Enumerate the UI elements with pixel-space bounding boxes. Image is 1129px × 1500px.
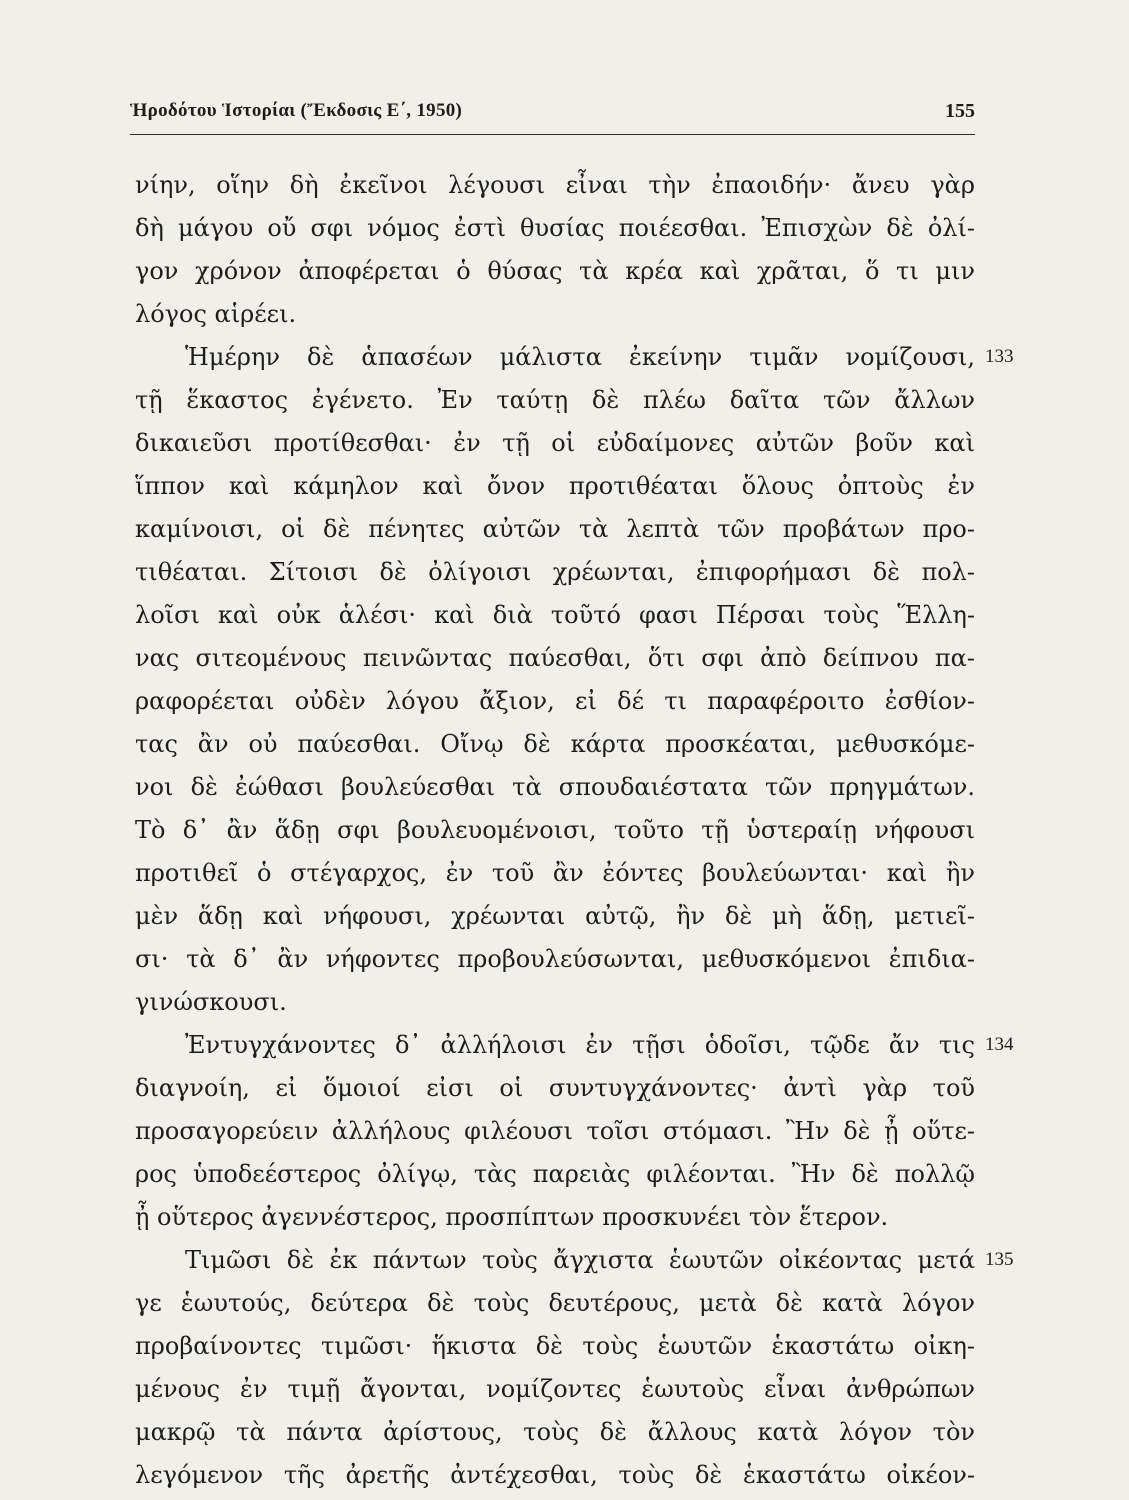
text-line: Ἐντυγχάνοντες δ᾽ ἀλλήλοισι ἐν τῇσι ὁδοῖσι, τῷδε ἄν τις: [185, 1031, 975, 1059]
text-line: γον χρόνον ἀποφέρεται ὁ θύσας τὰ κρέα καὶ χρᾶται, ὅ τι μιν: [135, 257, 975, 285]
text-line: λεγόμενον τῆς ἀρετῆς ἀντέχεσθαι, τοὺς δὲ ἑκαστάτω οἰκέον-: [135, 1461, 975, 1489]
text-line: σι· τὰ δ᾽ ἂν νήφοντες προβουλεύσωνται, μεθυσκόμενοι ἐπιδια-: [135, 945, 975, 973]
text-line: Τιμῶσι δὲ ἐκ πάντων τοὺς ἄγχιστα ἑωυτῶν οἰκέοντας μετά: [185, 1246, 975, 1274]
text-line: ἵππον καὶ κάμηλον καὶ ὄνον προτιθέαται ὅλους ὀπτοὺς ἐν: [135, 472, 975, 500]
text-line: μὲν ἅδῃ καὶ νήφουσι, χρέωνται αὐτῷ, ἢν δὲ μὴ ἅδῃ, μετιεῖ-: [135, 902, 975, 930]
text-line: καμίνοισι, οἱ δὲ πένητες αὐτῶν τὰ λεπτὰ τῶν προβάτων προ-: [135, 515, 975, 543]
section-number: 133: [985, 346, 1014, 367]
text-line: λόγος αἱρέει.: [135, 300, 297, 328]
section-number: 135: [985, 1249, 1014, 1270]
text-line: λοῖσι καὶ οὐκ ἁλέσι· καὶ διὰ τοῦτό φασι Πέρσαι τοὺς Ἕλλη-: [135, 601, 975, 629]
text-line: μένους ἐν τιμῇ ἄγονται, νομίζοντες ἑωυτοὺς εἶναι ἀνθρώπων: [135, 1375, 975, 1403]
text-line: ραφορέεται οὐδὲν λόγου ἄξιον, εἰ δέ τι παραφέροιτο ἐσθίον-: [135, 687, 975, 715]
text-line: δὴ μάγου οὔ σφι νόμος ἐστὶ θυσίας ποιέεσθαι. Ἐπισχὼν δὲ ὀλί-: [135, 214, 975, 242]
text-line: γινώσκουσι.: [135, 988, 287, 1016]
text-line: ᾖ οὕτερος ἀγεννέστερος, προσπίπτων προσκυνέει τὸν ἕτερον.: [135, 1203, 889, 1231]
text-line: Τὸ δ᾽ ἂν ἅδῃ σφι βουλευομένοισι, τοῦτο τῇ ὑστεραίῃ νήφουσι: [135, 816, 975, 844]
text-line: δικαιεῦσι προτίθεσθαι· ἐν τῇ οἱ εὐδαίμονες αὐτῶν βοῦν καὶ: [135, 429, 975, 457]
text-line: προτιθεῖ ὁ στέγαρχος, ἐν τοῦ ἂν ἐόντες βουλεύωνται· καὶ ἢν: [135, 859, 975, 887]
section-number: 134: [985, 1034, 1014, 1055]
text-line: νοι δὲ ἐώθασι βουλεύεσθαι τὰ σπουδαιέστατα τῶν πρηγμάτων.: [135, 773, 975, 801]
text-line: ρος ὑποδεέστερος ὀλίγῳ, τὰς παρειὰς φιλέονται. Ἢν δὲ πολλῷ: [135, 1160, 975, 1188]
text-line: προβαίνοντες τιμῶσι· ἥκιστα δὲ τοὺς ἑωυτῶν ἑκαστάτω οἰκη-: [135, 1332, 975, 1360]
text-line: διαγνοίη, εἰ ὅμοιοί εἰσι οἱ συντυγχάνοντες· ἀντὶ γὰρ τοῦ: [135, 1074, 975, 1102]
text-line: τιθέαται. Σίτοισι δὲ ὀλίγοισι χρέωνται, ἐπιφορήμασι δὲ πολ-: [135, 558, 975, 586]
text-line: τας ἂν οὐ παύεσθαι. Οἴνῳ δὲ κάρτα προσκέαται, μεθυσκόμε-: [135, 730, 975, 758]
text-line: Ἡμέρην δὲ ἁπασέων μάλιστα ἐκείνην τιμᾶν νομίζουσι,: [185, 343, 975, 371]
text-line: τῇ ἕκαστος ἐγένετο. Ἐν ταύτῃ δὲ πλέω δαῖτα τῶν ἄλλων: [135, 386, 975, 414]
text-line: νίην, οἵην δὴ ἐκεῖνοι λέγουσι εἶναι τὴν ἐπαοιδήν· ἄνευ γὰρ: [135, 171, 975, 199]
page-header: [130, 100, 975, 135]
running-title: Ἡροδότου Ἱστορίαι (Ἔκδοσις Ε΄, 1950): [130, 100, 463, 121]
text-line: γε ἑωυτούς, δεύτερα δὲ τοὺς δευτέρους, μετὰ δὲ κατὰ λόγον: [135, 1289, 975, 1317]
text-line: προσαγορεύειν ἀλλήλους φιλέουσι τοῖσι στόμασι. Ἢν δὲ ᾖ οὕτε-: [135, 1117, 975, 1145]
page-number: 155: [945, 100, 975, 122]
text-line: νας σιτεομένους πεινῶντας παύεσθαι, ὅτι σφι ἀπὸ δείπνου πα-: [135, 644, 975, 672]
text-line: μακρῷ τὰ πάντα ἀρίστους, τοὺς δὲ ἄλλους κατὰ λόγον τὸν: [135, 1418, 975, 1446]
